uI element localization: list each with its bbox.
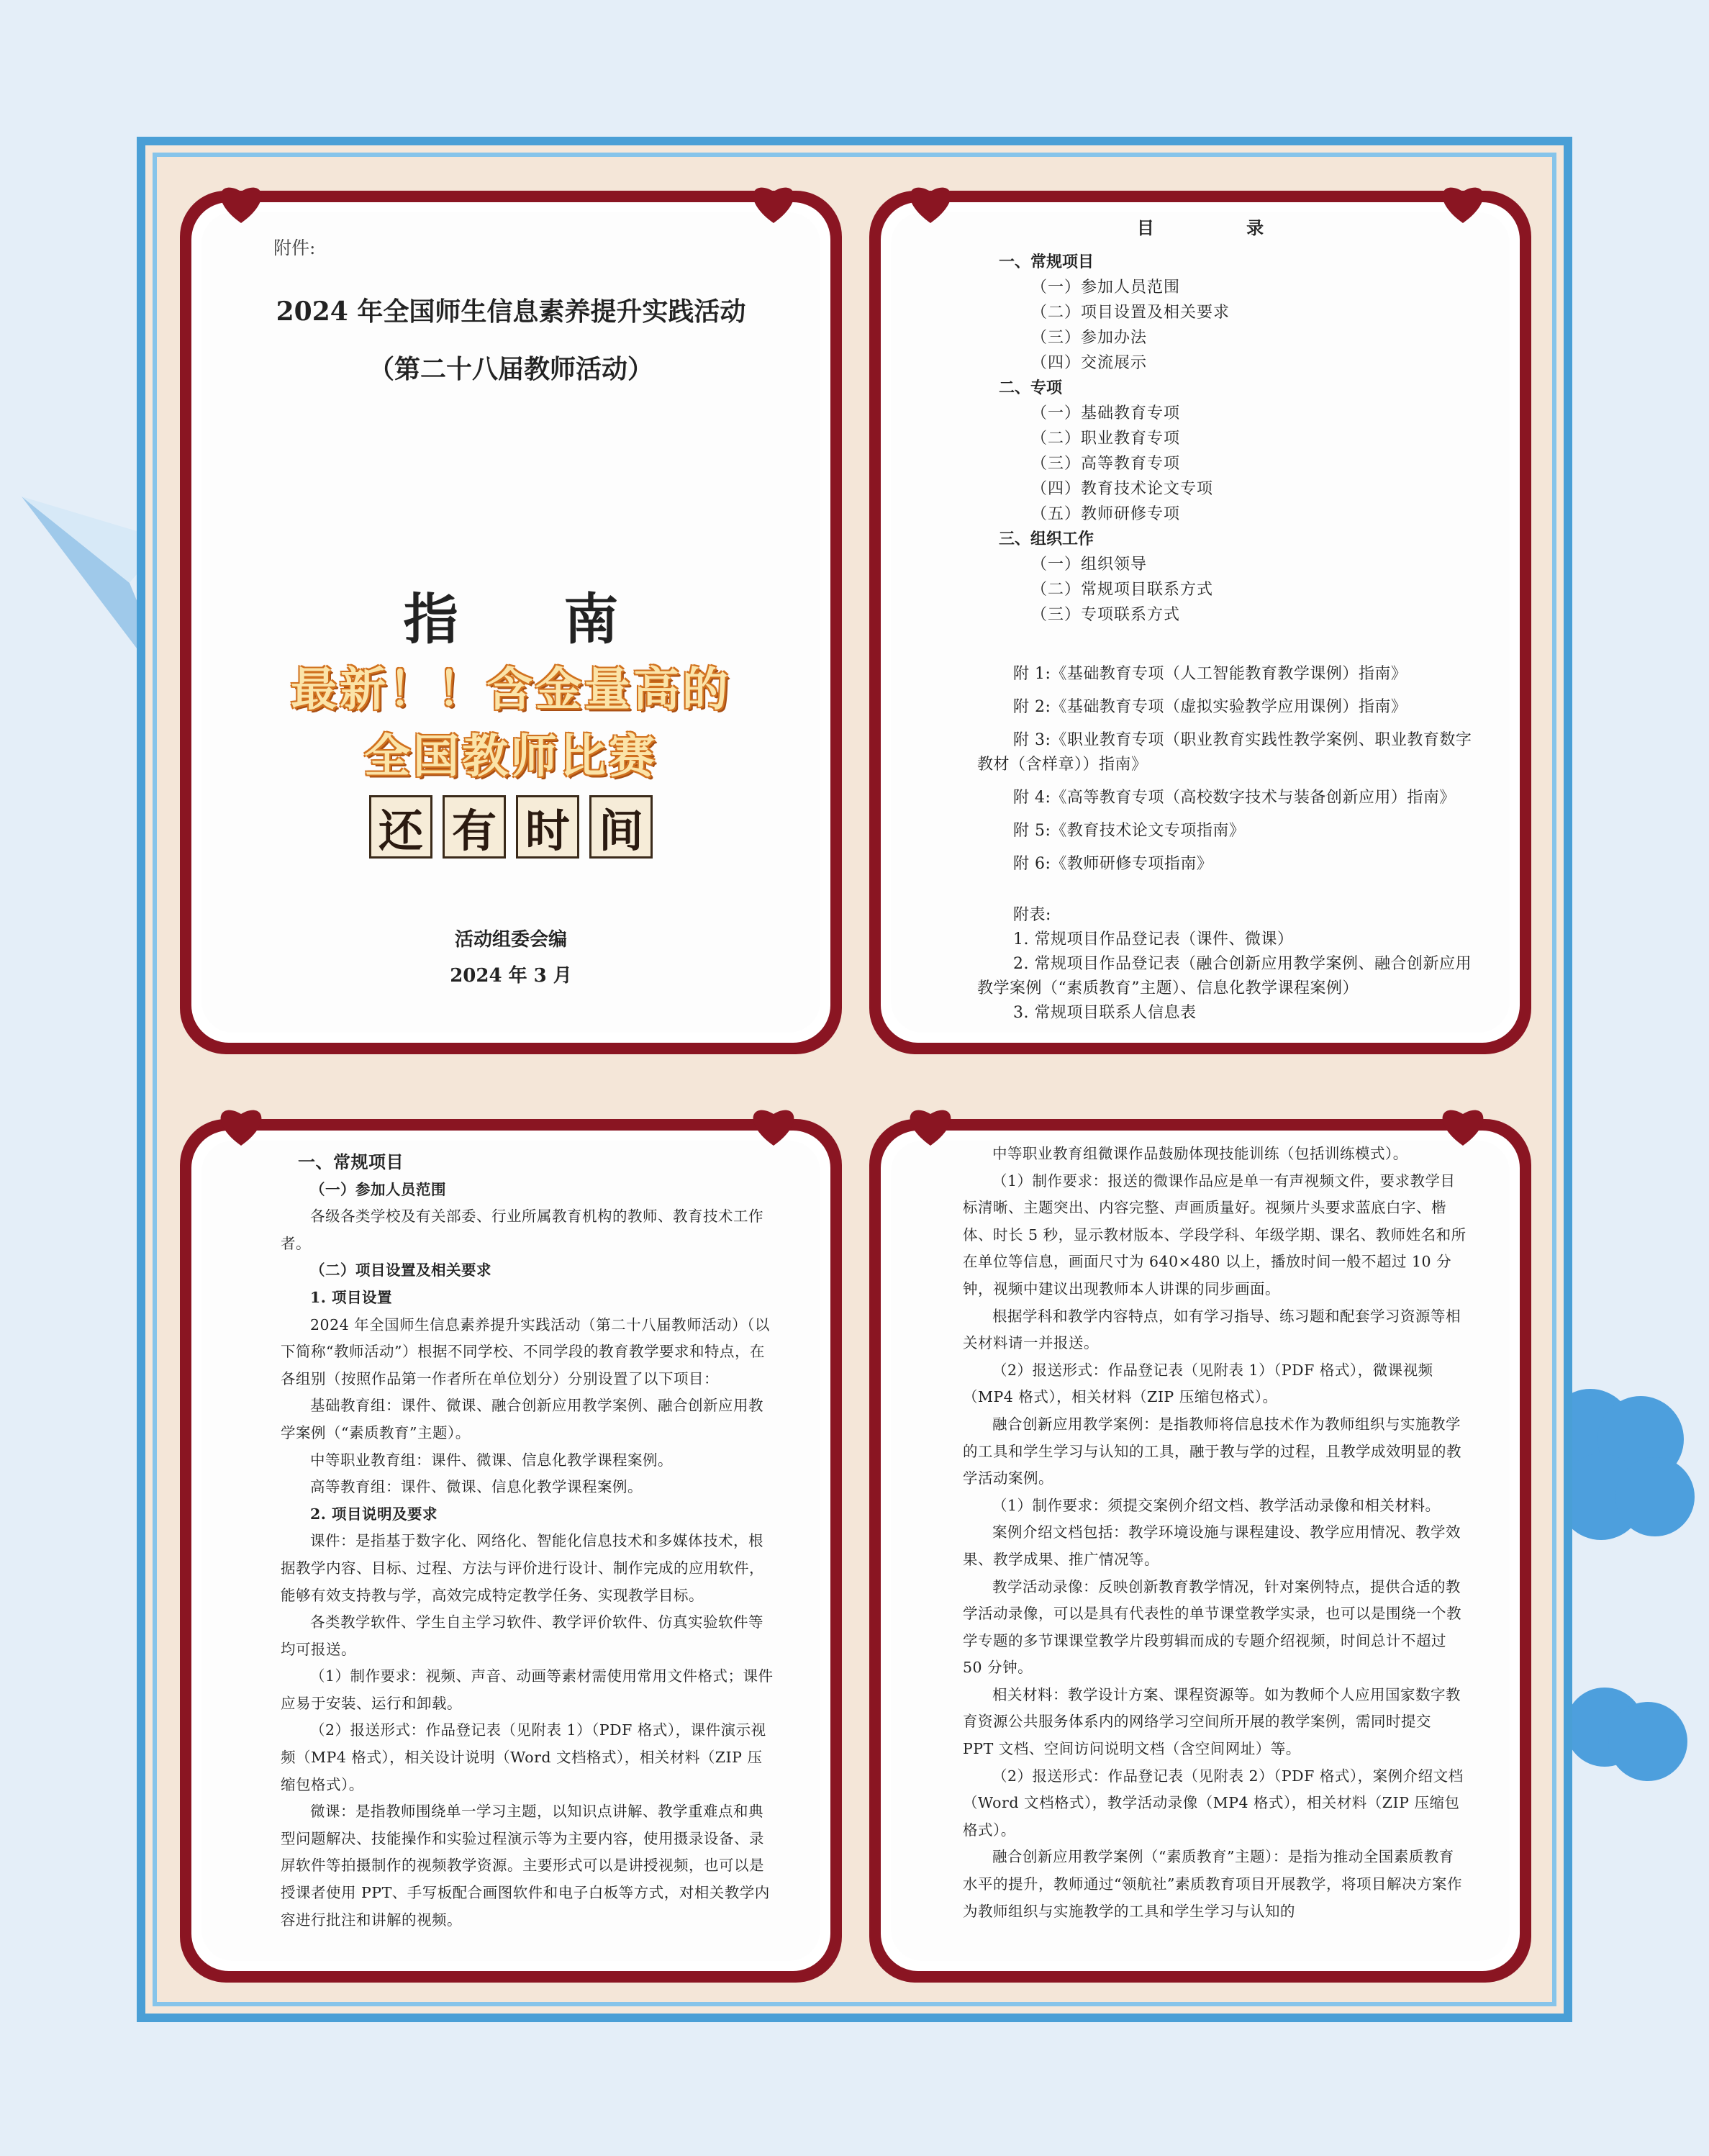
promo-tile: 有: [443, 795, 506, 859]
toc-item: （三）参加办法: [1031, 329, 1148, 347]
heart-icon: [1438, 178, 1488, 225]
paragraph: （1）制作要求：视频、声音、动画等素材需使用常用文件格式；课件应易于安装、运行和卸载。: [281, 1667, 774, 1712]
appendix-item: 附 4:《高等教育专项（高校数字技术与装备创新应用）指南》: [1013, 789, 1456, 807]
paragraph: 案例介绍文档包括：教学环境设施与课程建设、教学应用情况、教学效果、教学成果、推广情况等。: [963, 1523, 1461, 1568]
paragraph: 融合创新应用教学案例（“素质教育”主题）：是指为推动全国素质教育水平的提升，教师通过“领航社”素质教育项目开展教学，将项目解决方案作为教师组织与实施教学的工具和学生学习与认知的: [963, 1848, 1462, 1920]
section-heading: 1. 项目设置: [310, 1288, 393, 1306]
table-item: 1. 常规项目作品登记表（课件、微课）: [1013, 930, 1294, 948]
paragraph: （1）制作要求：须提交案例介绍文档、教学活动录像和相关材料。: [992, 1496, 1441, 1514]
guide-heading: 指 南: [403, 587, 662, 651]
page-body-1: [281, 1149, 777, 1934]
toc-title: 目 录: [1136, 217, 1307, 238]
appendix-item: 附 2:《基础教育专项（虚拟实验教学应用课例）指南》: [1013, 698, 1407, 716]
promo-line-2: 全国教师比赛: [364, 730, 658, 784]
promo-tiles: [201, 795, 820, 859]
paragraph: 高等教育组：课件、微课、信息化教学课程案例。: [310, 1478, 643, 1496]
toc-section: 三、组织工作: [999, 530, 1094, 548]
table-item: 3. 常规项目联系人信息表: [1013, 1004, 1197, 1022]
paragraph: 基础教育组：课件、微课、融合创新应用教学案例、融合创新应用教学案例（“素质教育”主题）。: [281, 1397, 763, 1441]
paragraph: （2）报送形式：作品登记表（见附表 1）（PDF 格式），微课视频（MP4 格式），相关材料（ZIP 压缩包格式）。: [963, 1361, 1433, 1406]
heart-icon: [748, 178, 799, 225]
paragraph: 课件：是指基于数字化、网络化、智能化信息技术和多媒体技术，根据教学内容、目标、过程、方法与评价进行设计、制作完成的应用软件，能够有效支持教与学，高效完成特定教学任务、实现教学目标。: [281, 1532, 764, 1604]
section-heading: （一）参加人员范围: [310, 1180, 446, 1198]
promo-tile: 还: [369, 795, 432, 859]
table-item: 2. 常规项目作品登记表（融合创新应用教学案例、融合创新应用教学案例（“素质教育”主题）、信息化教学课程案例）: [977, 955, 1472, 997]
toc-section: 二、专项: [999, 379, 1063, 397]
paragraph: （2）报送形式：作品登记表（见附表 2）（PDF 格式），案例介绍文档（Word 文档格式），教学活动录像（MP4 格式），相关材料（ZIP 压缩包格式）。: [963, 1767, 1464, 1839]
promo-line-1: 最新！！含金量高的: [291, 663, 731, 717]
heart-icon: [905, 1101, 956, 1147]
appendix-item: 附 1:《基础教育专项（人工智能教育教学课例）指南》: [1013, 665, 1407, 683]
heart-icon: [748, 1101, 799, 1147]
toc-item: （一）参加人员范围: [1031, 278, 1181, 296]
toc-item: （二）职业教育专项: [1031, 430, 1181, 448]
paragraph: 融合创新应用教学案例：是指教师将信息技术作为教师组织与实施教学的工具和学生学习与认知的工具，融于教与学的过程，且教学成效明显的教学活动案例。: [963, 1415, 1461, 1487]
content-page-card-2: [869, 1119, 1531, 1983]
publish-date: 2024 年 3 月: [450, 965, 572, 987]
toc-list: [999, 250, 1230, 628]
appendix-item: 附 5:《教育技术论文专项指南》: [1013, 822, 1246, 840]
promo-tile: 间: [589, 795, 653, 859]
document-subtitle: （第二十八届教师活动）: [368, 354, 653, 384]
attachment-label: 附件:: [273, 237, 316, 258]
paragraph: 2024 年全国师生信息素养提升实践活动（第二十八届教师活动）（以下简称“教师活动”）根据不同学校、不同学段的教育教学要求和特点，在各组别（按照作品第一作者所在单位划分）分别设置了以下项目：: [281, 1315, 770, 1387]
toc-page-card: [869, 191, 1531, 1054]
paragraph: （1）制作要求：报送的微课作品应是单一有声视频文件，要求教学目标清晰、主题突出、内容完整、声画质量好。视频片头要求蓝底白字、楷体、时长 5 秒，显示教材版本、学段学科、年级学期、课名、教师姓名和所在单位等信息，画面尺寸为 640×480 以上，播放时间一般不超过 10 分钟，视频中建议出现教师本人讲课的同步画面。: [963, 1172, 1467, 1297]
appendix-item: 附 3:《职业教育专项（职业教育实践性教学案例、职业教育数字教材（含样章））指南》: [977, 731, 1472, 774]
paragraph: 各类教学软件、学生自主学习软件、教学评价软件、仿真实验软件等均可报送。: [281, 1613, 763, 1658]
paragraph: 中等职业教育组微课作品鼓励体现技能训练（包括训练模式）。: [992, 1145, 1408, 1162]
paragraph: （2）报送形式：作品登记表（见附表 1）（PDF 格式），课件演示视频（MP4 格式），相关设计说明（Word 文档格式），相关材料（ZIP 压缩包格式）。: [281, 1721, 766, 1793]
paragraph: 各级各类学校及有关部委、行业所属教育机构的教师、教育技术工作者。: [281, 1208, 763, 1252]
heart-icon: [1438, 1101, 1488, 1147]
toc-item: （四）教育技术论文专项: [1031, 480, 1214, 498]
heart-icon: [216, 1101, 266, 1147]
document-title: 2024 年全国师生信息素养提升实践活动: [276, 296, 746, 327]
section-heading: （二）项目设置及相关要求: [310, 1262, 491, 1279]
tables-list: [977, 903, 1474, 1025]
toc-item: （一）基础教育专项: [1031, 404, 1181, 422]
heart-icon: [905, 178, 956, 225]
toc-item: （五）教师研修专项: [1031, 505, 1181, 523]
paragraph: 微课：是指教师围绕单一学习主题，以知识点讲解、教学重难点和典型问题解决、技能操作和实验过程演示等为主要内容，使用摄录设备、录屏软件等拍摄制作的视频教学资源。主要形式可以是讲授视频，也可以是授课者使用 PPT、手写板配合画图软件和电子白板等方式，对相关教学内容进行批注和讲解的视频。: [281, 1803, 770, 1929]
section-heading: 2. 项目说明及要求: [310, 1505, 438, 1523]
heart-icon: [216, 178, 266, 225]
toc-item: （四）交流展示: [1031, 354, 1148, 372]
page-body-2: [963, 1141, 1467, 1925]
toc-section: 一、常规项目: [999, 253, 1094, 271]
paragraph: 中等职业教育组：课件、微课、信息化教学课程案例。: [310, 1451, 673, 1469]
appendix-item: 附 6:《教师研修专项指南》: [1013, 855, 1213, 873]
paragraph: 根据学科和教学内容特点，如有学习指导、练习题和配套学习资源等相关材料请一并报送。: [963, 1307, 1461, 1352]
toc-item: （一）组织领导: [1031, 556, 1148, 574]
toc-item: （二）项目设置及相关要求: [1031, 304, 1230, 322]
organizer: 活动组委会编: [454, 929, 567, 951]
tables-label: 附表:: [1013, 906, 1051, 924]
toc-item: （三）高等教育专项: [1031, 455, 1181, 473]
cover-page-card: [180, 191, 842, 1054]
section-heading: 一、常规项目: [298, 1152, 404, 1172]
paragraph: 相关材料：教学设计方案、课程资源等。如为教师个人应用国家数字教育资源公共服务体系内的网络学习空间所开展的教学案例，需同时提交 PPT 文档、空间访问说明文档（含空间网址）等。: [963, 1685, 1461, 1758]
paragraph: 教学活动录像：反映创新教育教学情况，针对案例特点，提供合适的教学活动录像，可以是具有代表性的单节课堂教学实录，也可以是围绕一个教学专题的多节课课堂教学片段剪辑而成的专题介绍视频，时间总计不超过 50 分钟。: [963, 1577, 1461, 1677]
toc-item: （二）常规项目联系方式: [1031, 581, 1214, 599]
promo-tile: 时: [516, 795, 579, 859]
toc-item: （三）专项联系方式: [1031, 606, 1181, 624]
content-page-card-1: [180, 1119, 842, 1983]
appendix-list: [977, 662, 1474, 885]
